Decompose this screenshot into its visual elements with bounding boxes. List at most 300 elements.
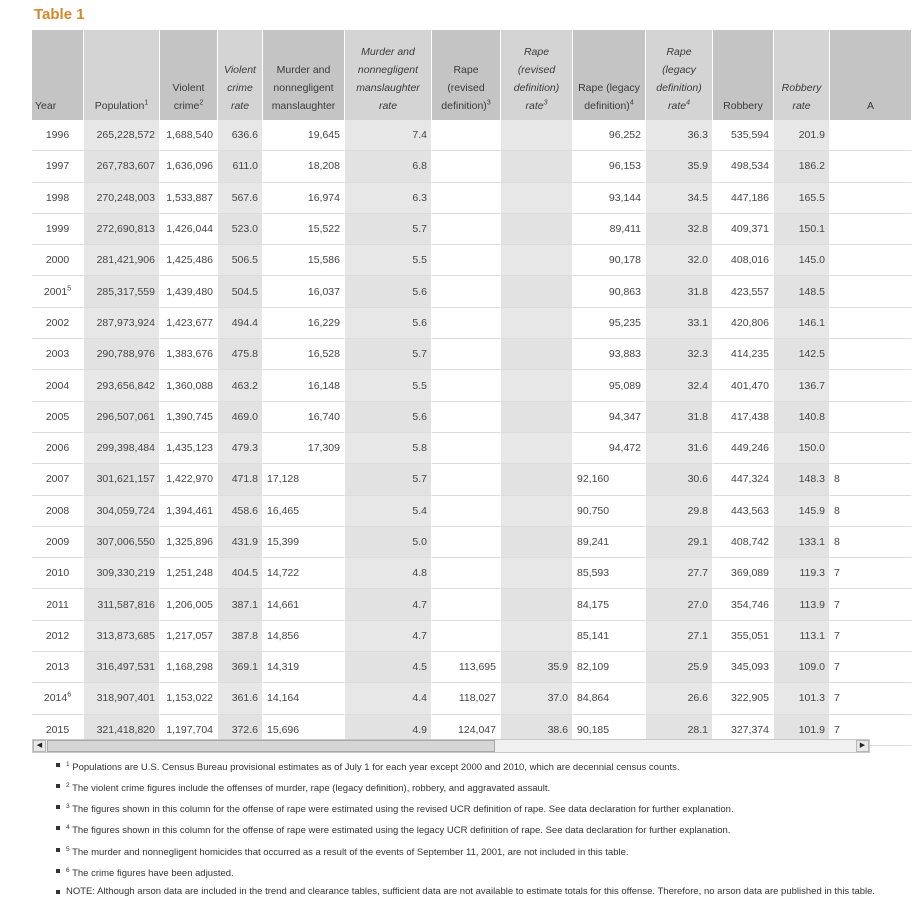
table-cell: 35.9 [501, 652, 573, 683]
table-cell: 85,593 [573, 558, 646, 589]
table-cell: 1,325,896 [160, 527, 218, 558]
footnote-item [56, 798, 876, 819]
table-cell [432, 245, 501, 276]
footnote-item [56, 862, 876, 883]
year-cell [32, 558, 84, 589]
table-cell: 1,153,022 [160, 683, 218, 714]
footnote-marker: 3 [543, 99, 548, 107]
table-row [32, 589, 912, 620]
table-cell: 124,047 [432, 715, 501, 746]
table-cell: 27.0 [646, 589, 713, 620]
table-cell: 15,696 [263, 715, 345, 746]
table-cell: 345,093 [713, 652, 774, 683]
table-cell: 1,383,676 [160, 339, 218, 370]
table-cell: 150.1 [774, 214, 830, 245]
table-cell: 316,497,531 [84, 652, 160, 683]
year-value: 2001 [43, 285, 68, 298]
table-cell: 4.5 [345, 652, 432, 683]
table-cell: 16,528 [263, 339, 345, 370]
table-cell: 309,330,219 [84, 558, 160, 589]
table-cell: 506.5 [218, 245, 263, 276]
table-cell: 431.9 [218, 527, 263, 558]
column-header [263, 30, 345, 120]
footnote-text: NOTE: Although arson data are included in the trend and clearance tables, sufficient data are not available to estimate totals for this offense. Therefore, no arson data are published in this table. [66, 885, 876, 897]
table-cell [501, 245, 573, 276]
table-cell: 475.8 [218, 339, 263, 370]
table-cell [432, 402, 501, 433]
horizontal-scrollbar[interactable] [32, 739, 870, 753]
year-value: 2008 [45, 504, 70, 517]
table-cell: 89,411 [573, 214, 646, 245]
column-header [646, 30, 713, 120]
table-row [32, 402, 912, 433]
table-cell: 150.0 [774, 433, 830, 464]
table-cell: 6.3 [345, 183, 432, 214]
table-cell: 369.1 [218, 652, 263, 683]
table-cell: 321,418,820 [84, 715, 160, 746]
table-cell: 401,470 [713, 370, 774, 401]
table-cell: 113.1 [774, 621, 830, 652]
table-cell: 8 [830, 527, 912, 558]
column-header [218, 30, 263, 120]
table-cell: 1,688,540 [160, 120, 218, 151]
table-cell: 4.7 [345, 621, 432, 652]
table-cell: 1,439,480 [160, 276, 218, 307]
scrollbar-thumb[interactable] [47, 740, 495, 752]
year-cell [32, 183, 84, 214]
table-cell: 469.0 [218, 402, 263, 433]
year-cell [32, 276, 84, 307]
table-cell: 119.3 [774, 558, 830, 589]
table-cell: 28.1 [646, 715, 713, 746]
table-cell: 535,594 [713, 120, 774, 151]
table-cell: 93,883 [573, 339, 646, 370]
column-header-label: Violent crime [172, 82, 205, 112]
table-cell [830, 308, 912, 339]
table-cell: 101.9 [774, 715, 830, 746]
year-cell [32, 589, 84, 620]
table-cell [432, 370, 501, 401]
table-cell: 7.4 [345, 120, 432, 151]
table-cell: 318,907,401 [84, 683, 160, 714]
table-cell [432, 214, 501, 245]
table-cell: 290,788,976 [84, 339, 160, 370]
table-cell: 96,153 [573, 151, 646, 182]
table-cell: 301,621,157 [84, 464, 160, 495]
table-cell [501, 527, 573, 558]
year-cell [32, 496, 84, 527]
table-cell: 1,636,096 [160, 151, 218, 182]
table-cell: 293,656,842 [84, 370, 160, 401]
column-header [713, 30, 774, 120]
table-cell [830, 402, 912, 433]
table-cell [501, 621, 573, 652]
crime-table [32, 30, 912, 746]
table-cell: 354,746 [713, 589, 774, 620]
year-cell [32, 120, 84, 151]
table-cell: 5.6 [345, 276, 432, 307]
table-cell: 423,557 [713, 276, 774, 307]
table-cell: 31.6 [646, 433, 713, 464]
column-header-label: Rape (legacy definition) rate [656, 46, 702, 112]
table-cell: 89,241 [573, 527, 646, 558]
year-cell [32, 214, 84, 245]
footnote-marker: 4 [686, 99, 690, 107]
footnote-marker: 6 [66, 866, 70, 874]
table-cell: 5.5 [345, 245, 432, 276]
table-cell: 322,905 [713, 683, 774, 714]
table-cell: 136.7 [774, 370, 830, 401]
table-cell: 82,109 [573, 652, 646, 683]
table-cell: 299,398,484 [84, 433, 160, 464]
table-cell: 101.3 [774, 683, 830, 714]
table-cell: 7 [830, 589, 912, 620]
year-value: 2002 [45, 316, 70, 329]
table-cell [501, 339, 573, 370]
table-cell: 133.1 [774, 527, 830, 558]
scroll-left-icon[interactable]: ◀ [33, 740, 46, 752]
table-cell: 1,423,677 [160, 308, 218, 339]
table-cell: 36.3 [646, 120, 713, 151]
header-row [32, 30, 912, 120]
table-cell: 32.8 [646, 214, 713, 245]
footnote-marker: 3 [486, 99, 491, 107]
footnote-marker: 5 [67, 285, 72, 293]
table-cell: 17,309 [263, 433, 345, 464]
year-cell [32, 245, 84, 276]
table-cell [432, 433, 501, 464]
table-cell: 272,690,813 [84, 214, 160, 245]
footnote-marker: 6 [67, 691, 72, 699]
table-cell [501, 370, 573, 401]
year-value: 1996 [45, 129, 70, 142]
table-cell: 1,197,704 [160, 715, 218, 746]
table-cell: 27.1 [646, 621, 713, 652]
table-cell: 95,235 [573, 308, 646, 339]
year-value: 2004 [45, 379, 70, 392]
table-cell: 267,783,607 [84, 151, 160, 182]
table-row [32, 527, 912, 558]
table-cell: 16,465 [263, 496, 345, 527]
column-header [84, 30, 160, 120]
table-cell: 498,534 [713, 151, 774, 182]
table-cell: 201.9 [774, 120, 830, 151]
page-title: Table 1 [34, 6, 85, 23]
table-cell: 145.9 [774, 496, 830, 527]
table-cell: 4.8 [345, 558, 432, 589]
table-cell [432, 589, 501, 620]
table-cell: 5.7 [345, 464, 432, 495]
table-cell: 387.1 [218, 589, 263, 620]
table-viewport[interactable] [32, 30, 874, 739]
table-cell: 504.5 [218, 276, 263, 307]
table-cell: 14,722 [263, 558, 345, 589]
table-cell: 304,059,724 [84, 496, 160, 527]
footnote-marker: 4 [629, 99, 634, 107]
table-cell: 95,089 [573, 370, 646, 401]
table-cell: 19,645 [263, 120, 345, 151]
footnote-item [56, 819, 876, 840]
table-row [32, 652, 912, 683]
table-cell [501, 120, 573, 151]
table-cell: 1,390,745 [160, 402, 218, 433]
table-cell: 443,563 [713, 496, 774, 527]
table-cell: 17,128 [263, 464, 345, 495]
table-cell: 408,742 [713, 527, 774, 558]
footnote-item [56, 756, 876, 777]
table-row [32, 183, 912, 214]
year-value: 1997 [45, 160, 70, 173]
table-cell [432, 276, 501, 307]
table-row [32, 621, 912, 652]
table-cell [501, 276, 573, 307]
column-header-label: Robbery rate [781, 82, 822, 112]
column-header [501, 30, 573, 120]
footnote-text: The violent crime figures include the offenses of murder, rape (legacy definition), robbery, and aggravated assault. [72, 783, 551, 795]
table-cell: 16,740 [263, 402, 345, 433]
table-cell: 287,973,924 [84, 308, 160, 339]
footnote-marker: 1 [144, 99, 149, 107]
table-cell: 369,089 [713, 558, 774, 589]
year-value: 2015 [45, 723, 70, 736]
table-cell: 113.9 [774, 589, 830, 620]
table-cell: 479.3 [218, 433, 263, 464]
table-cell: 16,974 [263, 183, 345, 214]
table-cell: 90,863 [573, 276, 646, 307]
column-header [160, 30, 218, 120]
column-header-label: Rape (revised definition) [441, 64, 487, 112]
table-cell: 15,522 [263, 214, 345, 245]
table-cell: 281,421,906 [84, 245, 160, 276]
table-row [32, 683, 912, 714]
table-cell: 34.5 [646, 183, 713, 214]
year-cell [32, 308, 84, 339]
table-cell: 140.8 [774, 402, 830, 433]
table-cell: 18,208 [263, 151, 345, 182]
table-cell: 311,587,816 [84, 589, 160, 620]
table-cell: 37.0 [501, 683, 573, 714]
table-row [32, 151, 912, 182]
table-cell: 420,806 [713, 308, 774, 339]
year-value: 2009 [45, 536, 70, 548]
footnote-marker: 2 [199, 99, 204, 107]
table-cell: 1,422,970 [160, 464, 218, 495]
table-cell: 417,438 [713, 402, 774, 433]
table-row [32, 308, 912, 339]
table-cell: 32.3 [646, 339, 713, 370]
year-cell [32, 370, 84, 401]
footnote-item [56, 777, 876, 798]
table-row [32, 276, 912, 307]
table-cell [432, 558, 501, 589]
table-cell [432, 464, 501, 495]
table-cell: 35.9 [646, 151, 713, 182]
table-cell: 4.9 [345, 715, 432, 746]
table-cell: 5.5 [345, 370, 432, 401]
table-cell [830, 339, 912, 370]
table-cell: 90,178 [573, 245, 646, 276]
table-cell: 25.9 [646, 652, 713, 683]
table-cell: 5.4 [345, 496, 432, 527]
footnote-marker: 3 [66, 803, 70, 811]
year-cell [32, 151, 84, 182]
footnote-text: The figures shown in this column for the offense of rape were estimated using the legacy UCR definition of rape. See data declaration for further explanation. [72, 825, 731, 837]
table-cell: 94,472 [573, 433, 646, 464]
table-cell: 5.6 [345, 402, 432, 433]
year-cell [32, 652, 84, 683]
scroll-right-icon[interactable]: ▶ [856, 740, 869, 752]
table-cell: 313,873,685 [84, 621, 160, 652]
table-cell [830, 276, 912, 307]
table-cell: 4.7 [345, 589, 432, 620]
year-cell [32, 527, 84, 558]
table-cell: 32.0 [646, 245, 713, 276]
table-cell [830, 370, 912, 401]
table-cell [501, 464, 573, 495]
table-cell: 96,252 [573, 120, 646, 151]
table-cell: 113,695 [432, 652, 501, 683]
column-header [774, 30, 830, 120]
table-cell: 14,661 [263, 589, 345, 620]
table-cell: 471.8 [218, 464, 263, 495]
table-row [32, 558, 912, 589]
table-cell: 447,186 [713, 183, 774, 214]
column-header [345, 30, 432, 120]
footnotes [56, 756, 876, 901]
year-value: 2012 [45, 629, 70, 642]
column-header [573, 30, 646, 120]
table-cell [501, 183, 573, 214]
table-cell: 85,141 [573, 621, 646, 652]
table-cell [432, 151, 501, 182]
year-cell [32, 464, 84, 495]
table-cell: 1,251,248 [160, 558, 218, 589]
table-cell [830, 120, 912, 151]
table-cell: 5.6 [345, 308, 432, 339]
table-cell: 84,175 [573, 589, 646, 620]
table-cell: 372.6 [218, 715, 263, 746]
table-cell [830, 214, 912, 245]
table-row [32, 433, 912, 464]
table-row [32, 214, 912, 245]
year-value: 2003 [45, 348, 70, 361]
column-header-label: Murder and nonnegligent manslaughter [271, 64, 336, 112]
table-cell: 7 [830, 715, 912, 746]
table-cell: 93,144 [573, 183, 646, 214]
column-header [830, 30, 912, 120]
table-cell: 523.0 [218, 214, 263, 245]
year-value: 2010 [45, 567, 70, 580]
table-cell [501, 402, 573, 433]
table-cell: 118,027 [432, 683, 501, 714]
table-row [32, 464, 912, 495]
table-cell: 31.8 [646, 276, 713, 307]
table-cell: 38.6 [501, 715, 573, 746]
table-cell: 265,228,572 [84, 120, 160, 151]
table-cell: 8 [830, 464, 912, 495]
table-cell: 361.6 [218, 683, 263, 714]
table-cell: 29.8 [646, 496, 713, 527]
table-cell: 1,206,005 [160, 589, 218, 620]
table-cell [830, 151, 912, 182]
table-cell: 29.1 [646, 527, 713, 558]
table-cell: 186.2 [774, 151, 830, 182]
table-cell: 148.5 [774, 276, 830, 307]
table-cell: 5.7 [345, 339, 432, 370]
table-cell: 26.6 [646, 683, 713, 714]
table-cell: 7 [830, 558, 912, 589]
table-body [32, 120, 912, 746]
table-cell: 14,319 [263, 652, 345, 683]
table-cell: 327,374 [713, 715, 774, 746]
year-cell [32, 683, 84, 714]
year-value: 1999 [45, 223, 70, 236]
table-cell [432, 120, 501, 151]
year-value: 2007 [45, 473, 70, 486]
table-cell: 145.0 [774, 245, 830, 276]
table-cell: 5.0 [345, 527, 432, 558]
table-cell: 611.0 [218, 151, 263, 182]
table-cell [432, 621, 501, 652]
table-cell: 16,229 [263, 308, 345, 339]
table-cell [501, 433, 573, 464]
table-cell: 636.6 [218, 120, 263, 151]
year-value: 2006 [45, 442, 70, 455]
year-value: 2011 [46, 598, 69, 611]
table-cell: 408,016 [713, 245, 774, 276]
table-cell: 6.8 [345, 151, 432, 182]
column-header-label: Rape (legacy definition) [578, 82, 640, 112]
table-cell: 94,347 [573, 402, 646, 433]
table-cell: 447,324 [713, 464, 774, 495]
year-value: 2000 [45, 254, 70, 267]
table-cell: 7 [830, 652, 912, 683]
table-cell: 84,864 [573, 683, 646, 714]
table-cell: 27.7 [646, 558, 713, 589]
table-cell: 109.0 [774, 652, 830, 683]
table-cell: 7 [830, 621, 912, 652]
table-cell [501, 214, 573, 245]
table-cell: 567.6 [218, 183, 263, 214]
table-cell: 92,160 [573, 464, 646, 495]
table-cell [501, 496, 573, 527]
table-cell: 1,533,887 [160, 183, 218, 214]
footnote-marker: 5 [66, 845, 70, 853]
table-cell: 15,586 [263, 245, 345, 276]
table-cell: 14,856 [263, 621, 345, 652]
table-cell: 296,507,061 [84, 402, 160, 433]
table-cell [501, 589, 573, 620]
table-cell: 270,248,003 [84, 183, 160, 214]
table-cell [501, 308, 573, 339]
table-cell [432, 308, 501, 339]
table-cell: 1,426,044 [160, 214, 218, 245]
table-cell: 355,051 [713, 621, 774, 652]
table-cell: 14,164 [263, 683, 345, 714]
table-cell: 1,425,486 [160, 245, 218, 276]
footnote-text: The murder and nonnegligent homicides that occurred as a result of the events of September 11, 2001, are not included in this table. [72, 846, 629, 858]
table-cell: 16,148 [263, 370, 345, 401]
year-cell [32, 339, 84, 370]
table-cell: 32.4 [646, 370, 713, 401]
table-cell: 414,235 [713, 339, 774, 370]
column-header-label: Violent crime rate [224, 64, 256, 112]
table-cell: 16,037 [263, 276, 345, 307]
table-cell: 1,435,123 [160, 433, 218, 464]
table-cell [830, 183, 912, 214]
table-cell: 31.8 [646, 402, 713, 433]
table-cell: 1,168,298 [160, 652, 218, 683]
